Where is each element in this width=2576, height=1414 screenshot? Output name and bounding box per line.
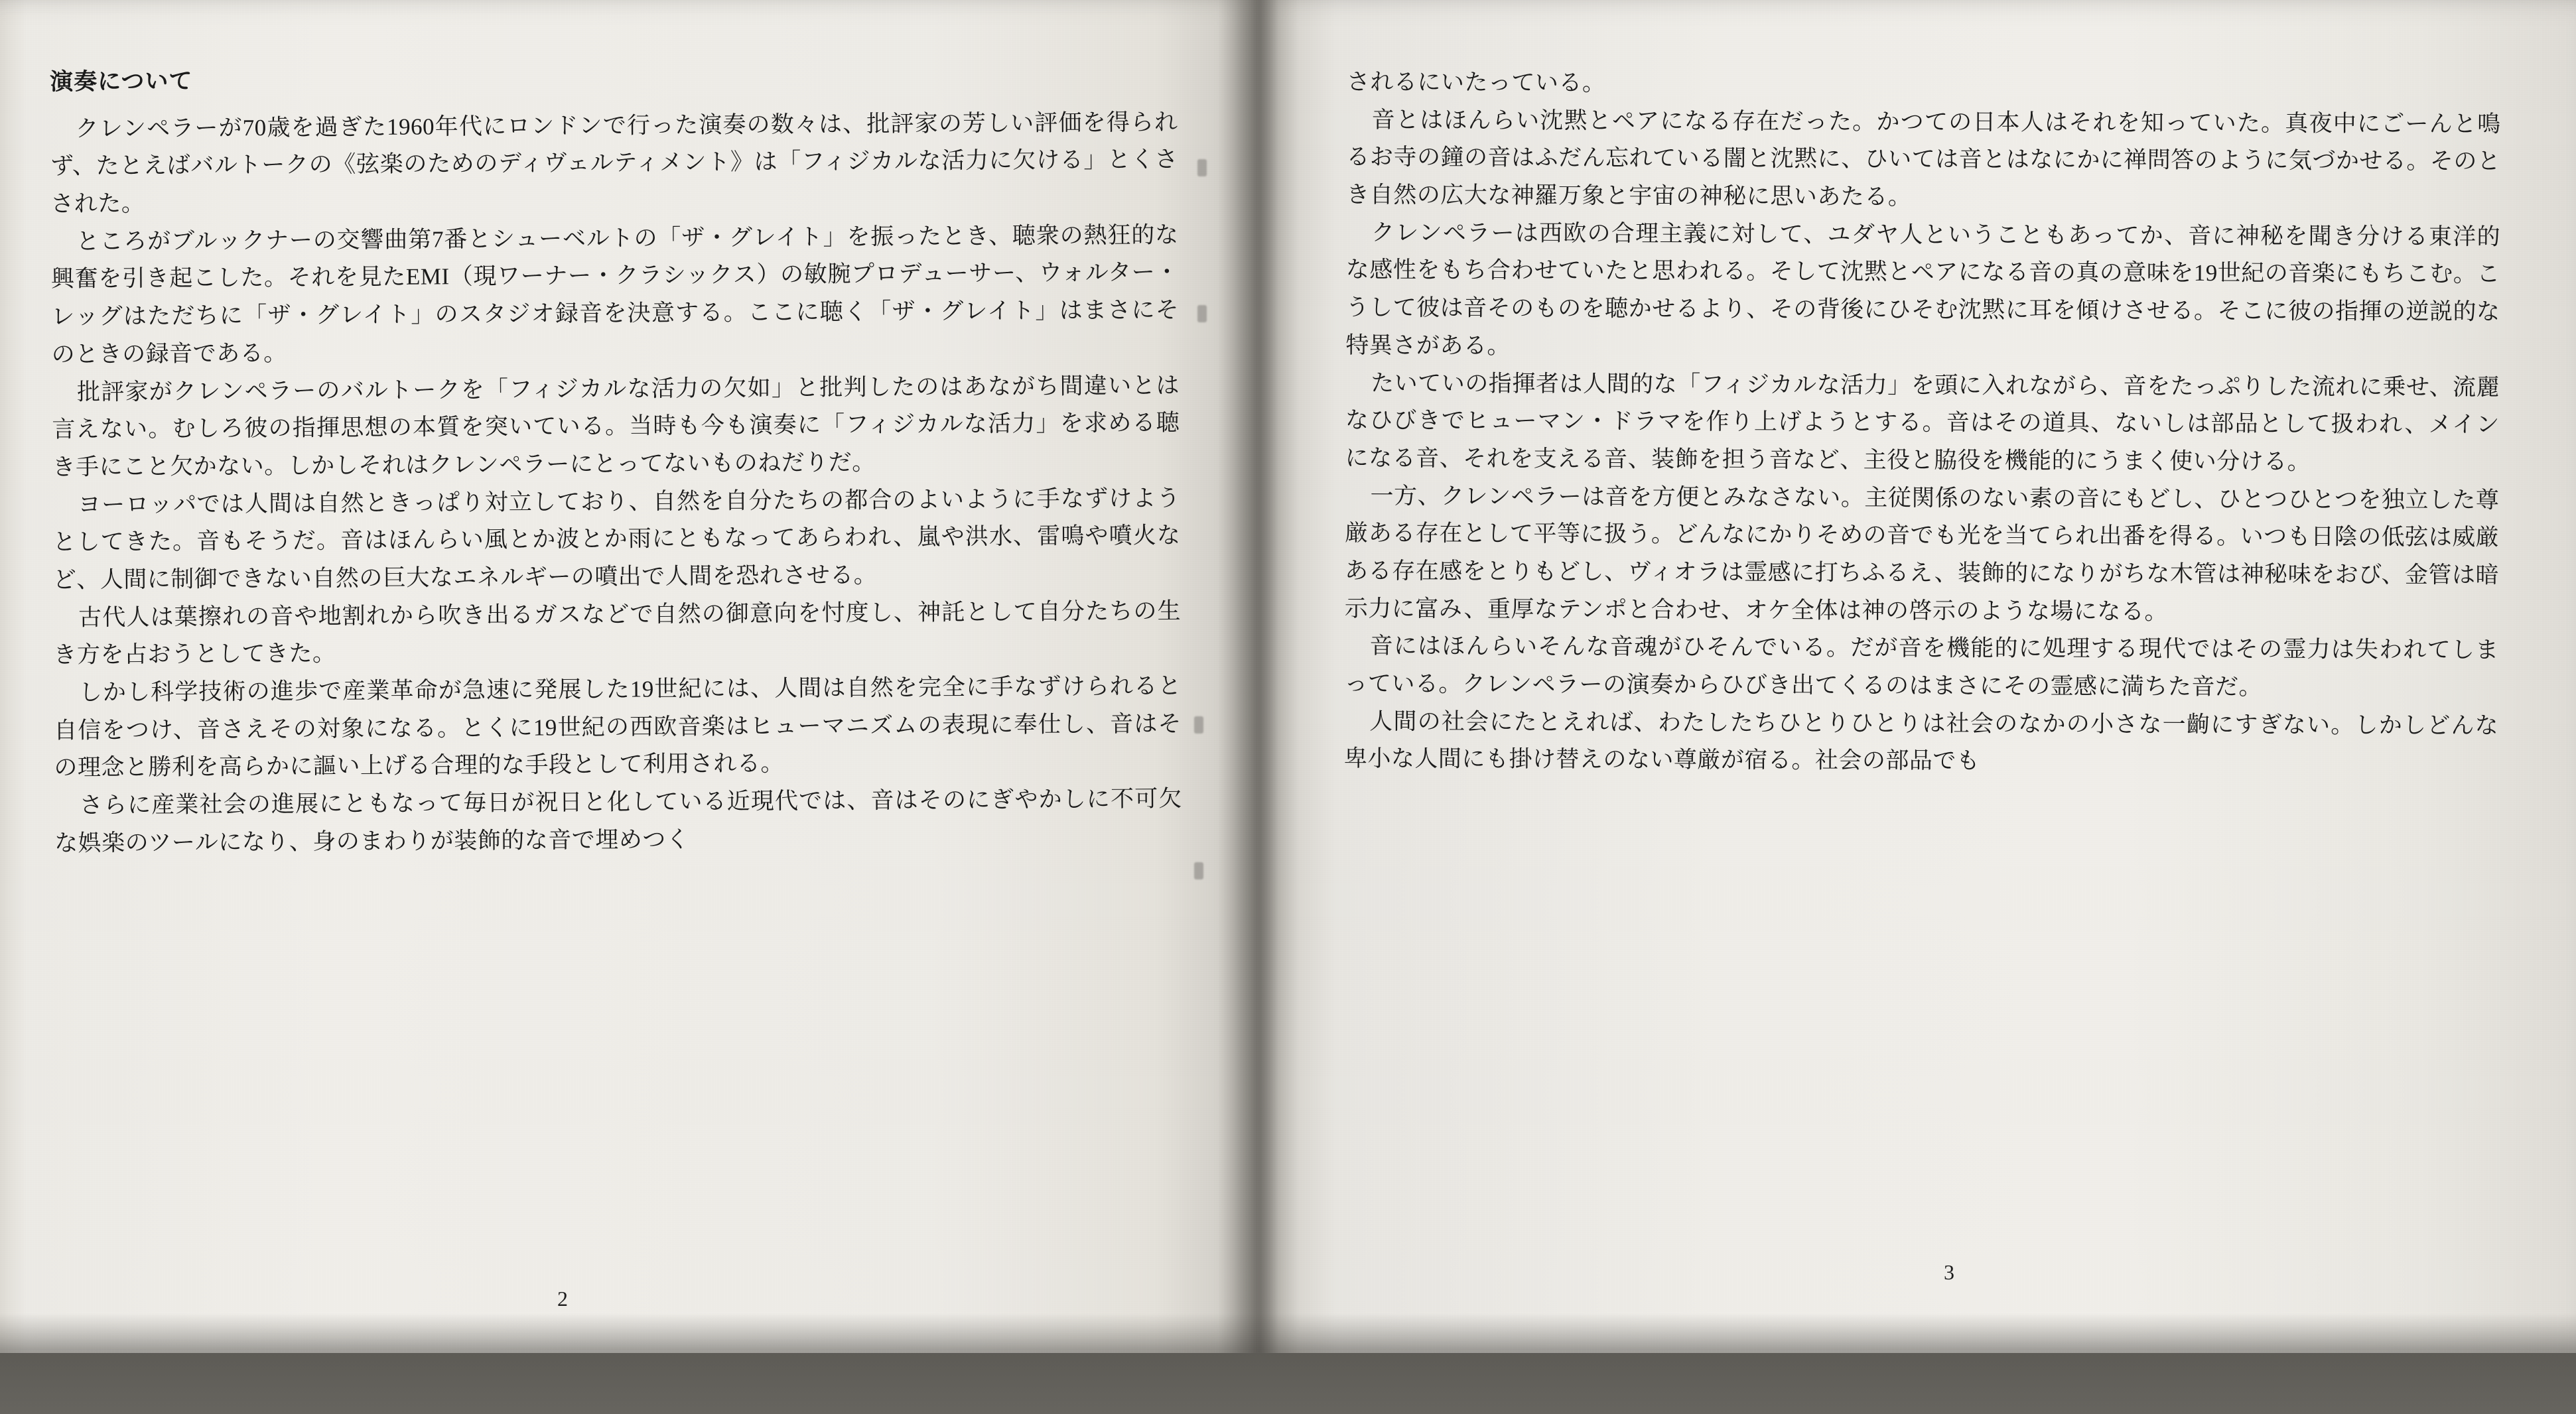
paragraph: 批評家がクレンペラーのバルトークを「フィジカルな活力の欠如」と批判したのはあながち間違いとは言えない。むしろ彼の指揮思想の本質を突いている。当時も今も演奏に「フィジカルな活力」を求める聴き手にこと欠かない。しかしそれはクレンペラーにとってないものねだりだ。	[52, 372, 1180, 480]
page-number-right: 3	[1944, 1260, 1954, 1284]
binding-notch-icon	[1194, 862, 1203, 879]
paragraph: しかし科学技術の進歩で産業革命が急速に発展した19世紀には、人間は自然を完全に手なずけられると自信をつけ、音さえその対象になる。とくに19世紀の西欧音楽はヒューマニズムの表現に奉仕し、音はその理念と勝利を高らかに謳い上げる合理的な手段として利用される。	[54, 673, 1182, 781]
binding-notch-icon	[1197, 159, 1207, 176]
paragraph: たいていの指揮者は人間的な「フィジカルな活力」を頭に入れながら、音をたっぷりした流れに乗せ、流麗なひびきでヒューマン・ドラマを作り上げようとする。音はその道具、ないしは部品として扱われ、メインになる音、それを支える音、装飾を担う音など、主役と脇役を機能的にうまく使い分ける。	[1345, 369, 2500, 475]
paragraph: されるにいたっている。	[1346, 68, 1606, 96]
paragraph: 人間の社会にたとえれば、わたしたちひとりひとりは社会のなかの小さな一齣にすぎない。しかしどんな卑小な人間にも掛け替えのない尊厳が宿る。社会の部品でも	[1343, 708, 2499, 775]
paragraph: 一方、クレンペラーは音を方便とみなさない。主従関係のない素の音にもどし、ひとつひとつを独立した尊厳ある存在として平等に扱う。どんなにかりそめの音でも光を当てられ出番を得る。いつも日陰の低弦は威厳ある存在感をとりもどし、ヴィオラは霊感に打ちふるえ、装飾的になりがちな木管は神秘味をおび、金管は暗示力に富み、重厚なテンポと合わせ、オケ全体は神の啓示のような場になる。	[1344, 482, 2500, 625]
paragraph: ヨーロッパでは人間は自然ときっぱり対立しており、自然を自分たちの都合のよいように手なずけようとしてきた。音もそうだ。音はほんらい風とか波とか雨にともなってあらわれ、嵐や洪水、雷鳴や噴火など、人間に制御できない自然の巨大なエネルギーの噴出で人間を恐れさせる。	[52, 485, 1181, 593]
paragraph: クレンペラーが70歳を過ぎた1960年代にロンドンで行った演奏の数々は、批評家の芳しい評価を得られず、たとえばバルトークの《弦楽のためのディヴェルティメント》は「フィジカルな活力に欠ける」とくさされた。	[50, 109, 1179, 218]
page-number-left: 2	[557, 1287, 568, 1311]
paragraph: ところがブルックナーの交響曲第7番とシューベルトの「ザ・グレイト」を振ったとき、聴衆の熱狂的な興奮を引き起こした。それを見たEMI（現ワーナー・クラシックス）の敏腕プロデューサー、ウォルター・レッグはただちに「ザ・グレイト」のスタジオ録音を決意する。ここに聴く「ザ・グレイト」はまさにそのときの録音である。	[50, 222, 1180, 367]
paragraph: さらに産業社会の進展にともなって毎日が祝日と化している近現代では、音はそのにぎやかしに不可欠な娯楽のツールになり、身のまわりが装飾的な音で埋めつく	[54, 785, 1182, 856]
paragraph: 音にはほんらいそんな音魂がひそんでいる。だが音を機能的に処理する現代ではその霊力は失われてしまっている。クレンペラーの演奏からひびき出てくるのはまさにその霊感に満ちた音だ。	[1344, 633, 2499, 700]
binding-notch-icon	[1197, 305, 1207, 322]
left-page	[0, 0, 1257, 1353]
right-page	[1257, 0, 2576, 1353]
paragraph: 古代人は葉擦れの音や地割れから吹き出るガスなどで自然の御意向を忖度し、神託として自分たちの生き方を占おうとしてきた。	[53, 598, 1182, 669]
binding-notch-icon	[1194, 716, 1203, 734]
section-heading: 演奏について	[50, 68, 193, 95]
right-page-text-column	[1344, 64, 2501, 783]
left-page-text-column	[50, 57, 1182, 863]
paragraph: 音とはほんらい沈黙とペアになる存在だった。かつての日本人はそれを知っていた。真夜中にごーんと鳴るお寺の鐘の音はふだん忘れている闇と沈黙に、ひいては音とはなにかに禅問答のように気づかせる。そのとき自然の広大な神羅万象と宇宙の神秘に思いあたる。	[1346, 106, 2501, 210]
paragraph: クレンペラーは西欧の合理主義に対して、ユダヤ人ということもあってか、音に神秘を聞き分ける東洋的な感性をもち合わせていたと思われる。そして沈黙とペアになる音の真の意味を19世紀の音楽にもちこむ。こうして彼は音そのものを聴かせるより、その背後にひそむ沈黙に耳を傾けさせる。そこに彼の指揮の逆説的な特異さがある。	[1345, 219, 2501, 359]
